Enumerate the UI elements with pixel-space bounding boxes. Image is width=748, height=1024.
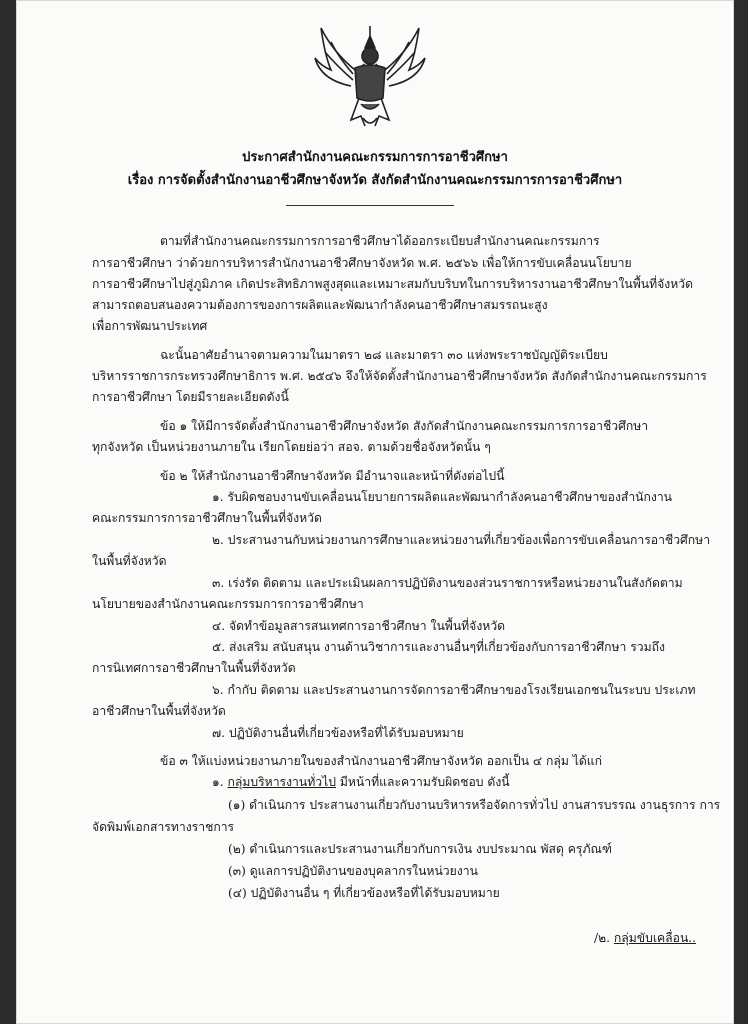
group-subitem: (๔) ปฏิบัติงานอื่น ๆ ที่เกี่ยวข้องหรือที่ได้รับมอบหมาย [228, 886, 500, 900]
paragraph-line: การอาชีวศึกษา โดยมีรายละเอียดดังนี้ [92, 390, 289, 404]
duty-item: ๖. กำกับ ติดตาม และประสานงานการจัดการอาชีวศึกษาของโรงเรียนเอกชนในระบบ ประเภท [212, 683, 696, 697]
group-name: กลุ่มบริหารงานทั่วไป [227, 775, 336, 789]
document-page [16, 0, 734, 1024]
clause-1-line: ข้อ ๑ ให้มีการจัดตั้งสำนักงานอาชีวศึกษาจังหวัด สังกัดสำนักงานคณะกรรมการการอาชีวศึกษา [160, 419, 649, 433]
duty-item: ๗. ปฏิบัติงานอื่นที่เกี่ยวข้องหรือที่ได้รับมอบหมาย [212, 726, 464, 740]
duty-item-continued: ในพื้นที่จังหวัด [92, 554, 167, 568]
duty-item-continued: คณะกรรมการการอาชีวศึกษาในพื้นที่จังหวัด [92, 511, 322, 525]
group-subitem: (๒) ดำเนินการและประสานงานเกี่ยวกับการเงิน งบประมาณ พัสดุ ครุภัณฑ์ [228, 842, 612, 856]
duty-item-continued: นโยบายของสำนักงานคณะกรรมการการอาชีวศึกษา [92, 597, 364, 611]
group-description: มีหน้าที่และความรับผิดชอบ ดังนี้ [339, 775, 510, 789]
duty-item: ๓. เร่งรัด ติดตาม และประเมินผลการปฏิบัติงานของส่วนราชการหรือหน่วยงานในสังกัดตาม [212, 576, 683, 590]
clause-3-heading: ข้อ ๓ ให้แบ่งหน่วยงานภายในของสำนักงานอาชีวศึกษาจังหวัด ออกเป็น ๔ กลุ่ม ได้แก่ [160, 754, 603, 768]
paragraph-line: เพื่อการพัฒนาประเทศ [92, 319, 208, 333]
subject-title: เรื่อง การจัดตั้งสำนักงานอาชีวศึกษาจังหวัด สังกัดสำนักงานคณะกรรมการการอาชีวศึกษา [127, 173, 623, 188]
clause-2-heading: ข้อ ๒ ให้สำนักงานอาชีวศึกษาจังหวัด มีอำนาจและหน้าที่ดังต่อไปนี้ [160, 469, 505, 483]
duty-item-continued: การนิเทศการอาชีวศึกษาในพื้นที่จังหวัด [92, 661, 296, 675]
announcement-title: ประกาศสำนักงานคณะกรรมการการอาชีวศึกษา [242, 150, 508, 165]
duty-item: ๔. จัดทำข้อมูลสารสนเทศการอาชีวศึกษา ในพื้นที่จังหวัด [212, 619, 506, 633]
group-heading [212, 773, 510, 791]
garuda-emblem-icon [311, 22, 429, 132]
continuation-text: กลุ่มขับเคลื่อน.. [613, 931, 697, 945]
duty-item: ๕. ส่งเสริม สนับสนุน งานด้านวิชาการและงานอื่นๆที่เกี่ยวข้องกับการอาชีวศึกษา รวมถึง [212, 640, 665, 654]
duty-item: ๒. ประสานงานกับหน่วยงานการศึกษาและหน่วยงานที่เกี่ยวข้องเพื่อการขับเคลื่อนการอาชีวศึกษา [212, 533, 711, 547]
paragraph-line: การอาชีวศึกษา ว่าด้วยการบริหารสำนักงานอาชีวศึกษาจังหวัด พ.ศ. ๒๕๖๖ เพื่อให้การขับเคลื่อนนโยบาย [92, 256, 632, 270]
paragraph-line: บริหารราชการกระทรวงศึกษาธิการ พ.ศ. ๒๕๔๖ จึงให้จัดตั้งสำนักงานอาชีวศึกษาจังหวัด สังกัดสำนักงานคณะกรรมการ [92, 369, 707, 383]
paragraph-line: ตามที่สำนักงานคณะกรรมการการอาชีวศึกษาได้ออกระเบียบสำนักงานคณะกรรมการ [160, 234, 600, 248]
duty-item-continued: อาชีวศึกษาในพื้นที่จังหวัด [92, 704, 226, 718]
paragraph-line: การอาชีวศึกษาไปสู่ภูมิภาค เกิดประสิทธิภาพสูงสุดและเหมาะสมกับบริบทในการบริหารงานอาชีวศึกษาในพื้นที่จังหวัด [92, 277, 694, 291]
title-divider [286, 205, 454, 206]
paragraph-line: สามารถตอบสนองความต้องการของการผลิตและพัฒนากำลังคนอาชีวศึกษาสมรรถนะสูง [92, 298, 548, 312]
duty-item: ๑. รับผิดชอบงานขับเคลื่อนนโยบายการผลิตและพัฒนากำลังคนอาชีวศึกษาของสำนักงาน [212, 490, 673, 504]
group-subitem: (๓) ดูแลการปฏิบัติงานของบุคลากรในหน่วยงาน [228, 864, 478, 878]
continuation-prefix: /๒. [594, 931, 611, 945]
paragraph-line: ฉะนั้นอาศัยอำนาจตามความในมาตรา ๒๘ และมาตรา ๓๐ แห่งพระราชบัญญัติระเบียบ [160, 348, 608, 362]
group-subitem-continued: จัดพิมพ์เอกสารทางราชการ [92, 820, 235, 834]
group-subitem: (๑) ดำเนินการ ประสานงานเกี่ยวกับงานบริหารหรือจัดการทั่วไป งานสารบรรณ งานธุรการ การ [228, 798, 721, 812]
group-number: ๑. [212, 775, 224, 789]
clause-1-line: ทุกจังหวัด เป็นหน่วยงานภายใน เรียกโดยย่อว่า สอจ. ตามด้วยชื่อจังหวัดนั้น ๆ [92, 440, 491, 454]
continuation-marker [594, 929, 696, 947]
